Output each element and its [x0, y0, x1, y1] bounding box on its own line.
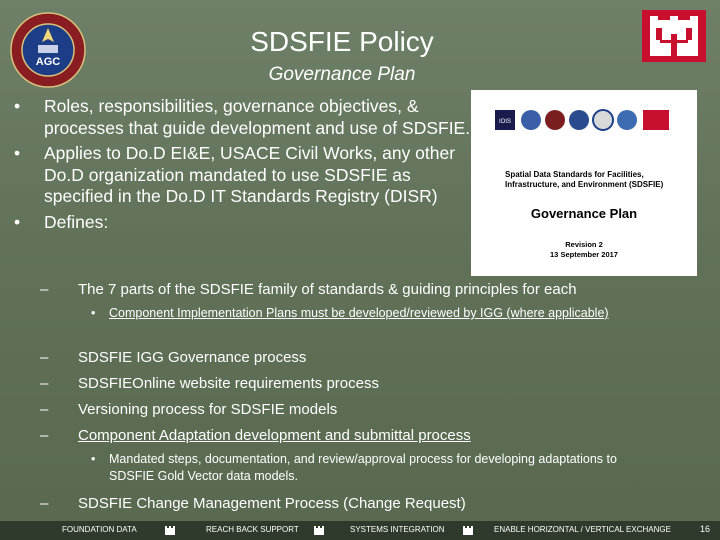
document-plan-heading: Governance Plan [530, 206, 638, 221]
page-number: 16 [700, 524, 711, 534]
slide-subtitle: Governance Plan [268, 64, 416, 85]
footer-item: REACH BACK SUPPORT [206, 525, 299, 534]
sub-item-dash: – [40, 349, 49, 366]
main-bullet-list [14, 96, 474, 237]
sub-item-text: Component Adaptation development and submittal process [78, 427, 471, 444]
sub-item-text: The 7 parts of the SDSFIE family of standards & guiding principles for each [78, 281, 577, 298]
sub-sub-item-text: Component Implementation Plans must be developed/reviewed by IGG (where applicable) [109, 306, 609, 320]
sub-item-text: SDSFIE IGG Governance process [78, 349, 307, 366]
sub-sub-item-dot: • [91, 306, 96, 320]
sub-item-dash: – [40, 375, 49, 392]
sub-item-text: SDSFIE Change Management Process (Change Request) [78, 495, 466, 512]
bullet-dot: • [14, 143, 21, 163]
sub-item-dash: – [40, 281, 49, 298]
governance-plan-document-image [471, 90, 697, 276]
bullet-item [14, 143, 474, 208]
slide-title: SDSFIE Policy [250, 26, 434, 57]
document-revision [471, 240, 697, 260]
sub-sub-item-dot: • [91, 452, 96, 466]
document-revision-number: Revision 2 [565, 240, 603, 249]
sub-item-dash: – [40, 401, 49, 418]
sub-item-text: Versioning process for SDSFIE models [78, 401, 338, 418]
sub-item-text: SDSFIEOnline website requirements process [78, 375, 379, 392]
bullet-item [14, 96, 474, 139]
sub-item-dash: – [40, 495, 49, 512]
sub-item-dash: – [40, 427, 49, 444]
bullet-text: Defines: [44, 211, 109, 232]
sub-sub-item-text: Mandated steps, documentation, and review/approval process for developing adaptations to SDSFIE Gold Vector data models. [109, 452, 617, 483]
bullet-dot: • [14, 211, 21, 232]
agc-logo-text: AGC [35, 56, 61, 68]
bullet-item [14, 212, 474, 234]
bullet-text: Roles, responsibilities, governance objectives, & processes that guide development and use of SDSFIE. [44, 96, 471, 138]
footer-item: SYSTEMS INTEGRATION [350, 525, 445, 534]
bullet-text: Applies to Do.D EI&E, USACE Civil Works, any other Do.D organization mandated to use SDSFIE as specified in the Do.D IT Standards Registry (DISR) [44, 143, 456, 206]
footer-bar [0, 521, 720, 540]
bullet-dot: • [14, 96, 21, 116]
agency-logos-strip [495, 108, 675, 132]
footer-item: ENABLE HORIZONTAL / VERTICAL EXCHANGE [494, 525, 671, 534]
castle-icon [164, 524, 176, 536]
document-date: 13 September 2017 [550, 250, 618, 259]
document-title: Spatial Data Standards for Facilities, Infrastructure, and Environment (SDSFIE) [505, 170, 664, 189]
iois-logo-text: IOIS [498, 119, 512, 125]
footer-item: FOUNDATION DATA [62, 525, 137, 534]
castle-icon [462, 524, 474, 536]
castle-icon [313, 524, 325, 536]
